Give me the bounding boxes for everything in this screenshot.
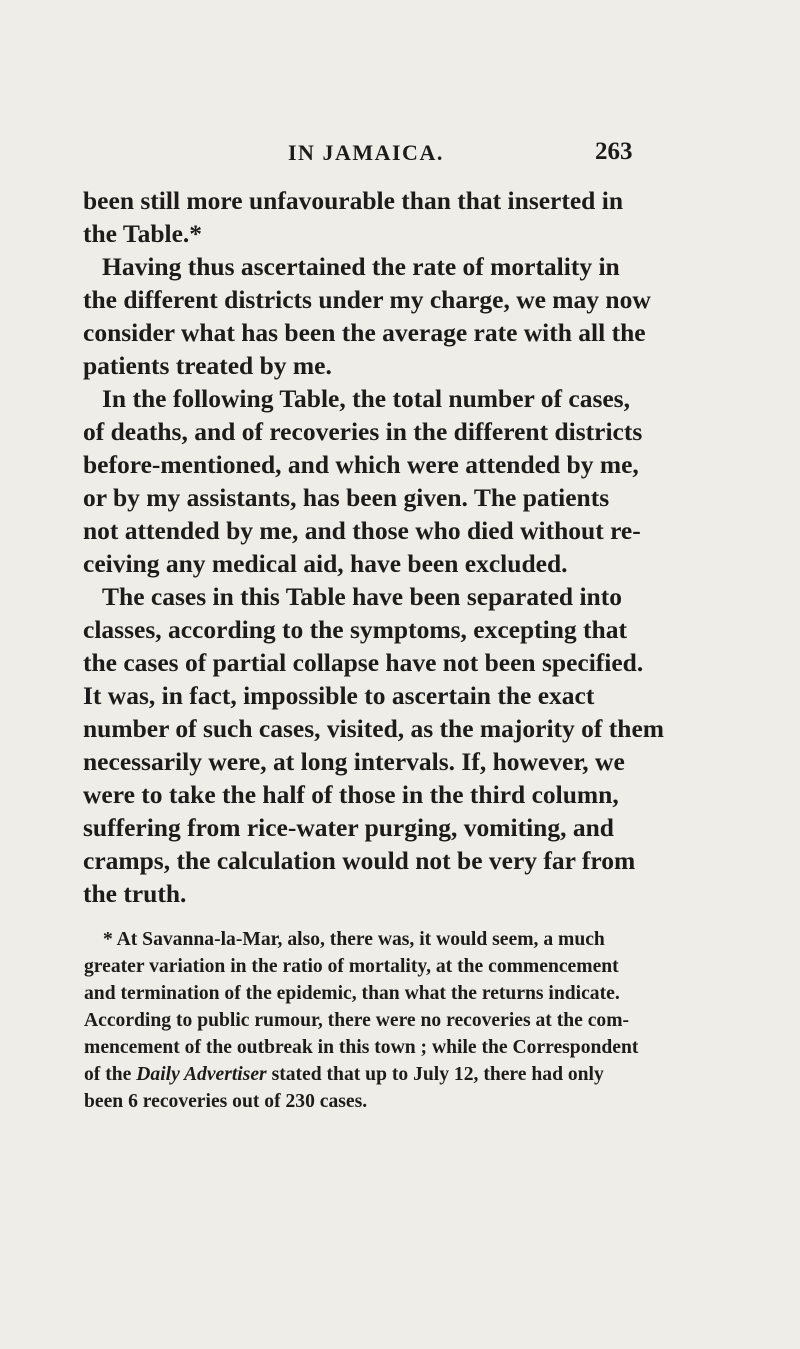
footnote-line: * At Savanna-la-Mar, also, there was, it would seem, a much [103, 929, 605, 950]
body-line: classes, according to the symptoms, excepting that [83, 615, 627, 644]
body-line: the cases of partial collapse have not been specified. [83, 648, 644, 677]
running-head: IN JAMAICA. [288, 140, 444, 165]
body-line: It was, in fact, impossible to ascertain the exact [83, 681, 595, 710]
footnote-line [0, 1064, 800, 1086]
body-line: were to take the half of those in the third column, [83, 780, 619, 809]
body-line: before-mentioned, and which were attended by me, [83, 450, 639, 479]
body-line: of deaths, and of recoveries in the different districts [83, 417, 643, 446]
body-line: suffering from rice-water purging, vomiting, and [83, 813, 614, 842]
body-line: been still more unfavourable than that inserted in [83, 186, 624, 215]
body-line: the truth. [83, 879, 187, 908]
body-line: number of such cases, visited, as the majority of them [83, 714, 665, 743]
footnote-line: greater variation in the ratio of mortality, at the commencement [84, 956, 619, 977]
page-number: 263 [595, 138, 633, 165]
body-line: the Table.* [83, 219, 203, 248]
body-line: The cases in this Table have been separated into [102, 582, 622, 611]
body-line: the different districts under my charge, we may now [83, 285, 651, 314]
body-line: ceiving any medical aid, have been excluded. [83, 549, 568, 578]
footnote-text: stated that up to July 12, there had only [266, 1064, 604, 1085]
body-line: cramps, the calculation would not be very far from [83, 846, 636, 875]
body-line: or by my assistants, has been given. The patients [83, 483, 610, 512]
body-line: necessarily were, at long intervals. If, however, we [83, 747, 625, 776]
body-line: Having thus ascertained the rate of mortality in [102, 252, 620, 281]
body-line: not attended by me, and those who died without re- [83, 516, 641, 545]
footnote-line: been 6 recoveries out of 230 cases. [84, 1091, 368, 1112]
body-line: consider what has been the average rate with all the [83, 318, 646, 347]
body-line: In the following Table, the total number of cases, [102, 384, 630, 413]
footnote-line: mencement of the outbreak in this town ; while the Correspondent [84, 1037, 639, 1058]
footnote-text: of the [84, 1064, 137, 1085]
page-header [0, 138, 800, 178]
footnote-line: According to public rumour, there were no recoveries at the com- [84, 1010, 630, 1031]
body-line: patients treated by me. [83, 351, 332, 380]
newspaper-title: Daily Advertiser [136, 1064, 267, 1085]
footnote-line: and termination of the epidemic, than what the returns indicate. [84, 983, 620, 1004]
